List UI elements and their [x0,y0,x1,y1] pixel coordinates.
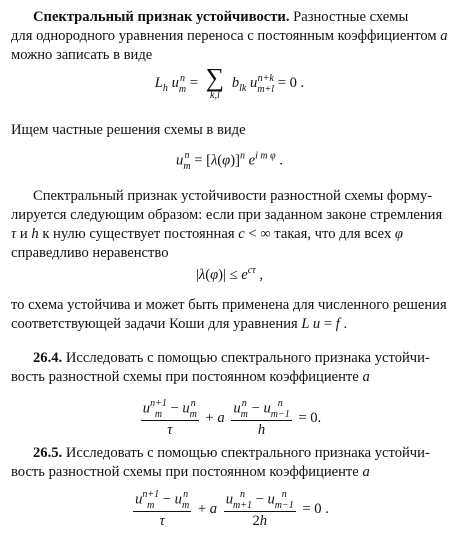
problem-26-4-line-1: Исследовать с помощью спектрального признака устойчи- [65,350,430,366]
section-title: Спектральный признак устойчивости. [33,9,290,25]
intro-line-2: для однородного уравнения переноса с постоянным коэффициентом [11,28,437,44]
criterion-and: и [19,226,28,242]
intro-line-1: Разностные схемы [293,9,409,25]
problem-number-26-5: 26.5. [33,445,63,461]
equation-scheme-form: $L_h$ u n m = ∑ k,l $b_{lk}$ u n+k m+l = 0 . [154,63,305,101]
problem-26-5-line-2: вость разностной схемы при постоянном коэффициенте [11,464,359,480]
problem-number-26-4: 26.4. [33,350,63,366]
equation-inequality: $|\lambda(\varphi)| \le e^{c\tau}$ , [195,265,264,283]
equation-26-4: u n+1 m − u n m τ + a u n m − u n m−1 h = 0. [142,398,322,438]
equation-particular-solution: u n m = $[\lambda(\varphi)]^n$ $e^{i m \varphi}$ . [176,150,283,172]
criterion-line-1: Спектральный признак устойчивости разностной схемы форму- [33,188,433,204]
problem-26-4: 26.4. Исследовать с помощью спектрального признака устойчи- вость разностной схемы при постоянном коэффициенте a [11,350,430,385]
paragraph-particular-solutions [11,121,455,140]
paragraph-conclusion: то схема устойчива и может быть применена для численного решения соответствующей задачи Коши для уравнения L u = f . [11,296,455,334]
particular-solutions-text: Ищем частные решения схемы в виде [11,122,246,138]
problem-26-5: 26.5. Исследовать с помощью спектрального признака устойчи- вость разностной схемы при постоянном коэффициенте a [11,445,430,480]
paragraph-spectral-intro [11,8,455,65]
problem-26-4-line-2: вость разностной схемы при постоянном коэффициенте [11,369,359,385]
equation-26-5: u n+1 m − u n m τ + a u n m+1 − u n m−1 2h = 0 . [135,489,329,529]
intro-line-3: можно записать в виде [11,47,153,63]
criterion-line-3-end: такая, что для всех [274,226,392,242]
problem-26-5-line-1: Исследовать с помощью спектрального признака устойчи- [65,445,430,461]
paragraph-criterion: Спектральный признак устойчивости разностной схемы форму- лируется следующим образом: если при заданном законе стремления τ и h к нулю существует постоянная c < ∞ такая, что для всех φ справедливо неравенство [11,187,455,263]
criterion-line-4: справедливо неравенство [11,245,169,261]
intro-var-a: a [440,28,448,44]
criterion-line-3: к нулю существует постоянная [42,226,235,242]
conclusion-line-1: то схема устойчива и может быть применена для численного решения [11,297,447,313]
conclusion-line-2: соответствующей задачи Коши для уравнения [11,316,298,332]
criterion-line-2: лируется следующим образом: если при заданном законе стремления [11,207,443,223]
